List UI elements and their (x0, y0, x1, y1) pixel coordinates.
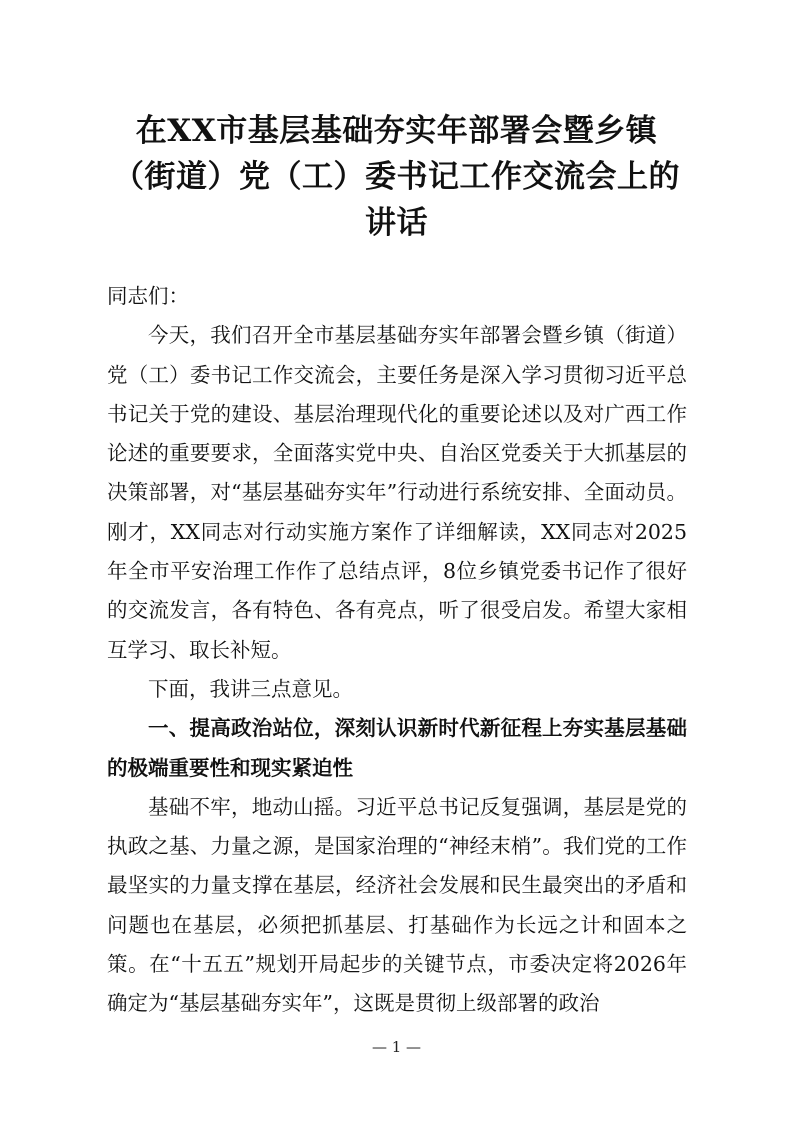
title-line-1: 在XX市基层基础夯实年部署会暨乡镇 (135, 113, 658, 149)
page-number: — 1 — (371, 1038, 422, 1056)
document-title (100, 108, 693, 246)
paragraph-opening: 今天，我们召开全市基层基础夯实年部署会暨乡镇（街道）党（工）委书记工作交流会，主要任务是深入学习贯彻习近平总书记关于党的建设、基层治理现代化的重要论述以及对广西工作论述的重要要求，全面落实党中央、自治区党委关于大抓基层的决策部署，对“基层基础夯实年”行动进行系统安排、全面动员。刚才，XX同志对行动实施方案作了详细解读，XX同志对2025年全市平安治理工作作了总结点评，8位乡镇党委书记作了很好的交流发言，各有特色、各有亮点，听了很受启发。希望大家相互学习、取长补短。 (107, 323, 687, 662)
title-line-2: （街道）党（工）委书记工作交流会上的 (113, 159, 680, 195)
section-heading-1: 一、提高政治站位，深刻认识新时代新征程上夯实基层基础的极端重要性和现实紧迫性 (107, 716, 687, 780)
title-line-3: 讲话 (365, 205, 428, 241)
salutation: 同志们： (107, 284, 189, 308)
paragraph-transition: 下面，我讲三点意见。 (148, 676, 353, 701)
document-body (107, 277, 687, 1024)
paragraph-section-1: 基础不牢，地动山摇。习近平总书记反复强调，基层是党的执政之基、力量之源，是国家治理的“神经末梢”。我们党的工作最坚实的力量支撑在基层，经济社会发展和民生最突出的矛盾和问题也在基层，必须把抓基层、打基础作为长远之计和固本之策。在“十五五”规划开局起步的关键节点，市委决定将2026年确定为“基层基础夯实年”，这既是贯彻上级部署的政治 (107, 794, 687, 1016)
